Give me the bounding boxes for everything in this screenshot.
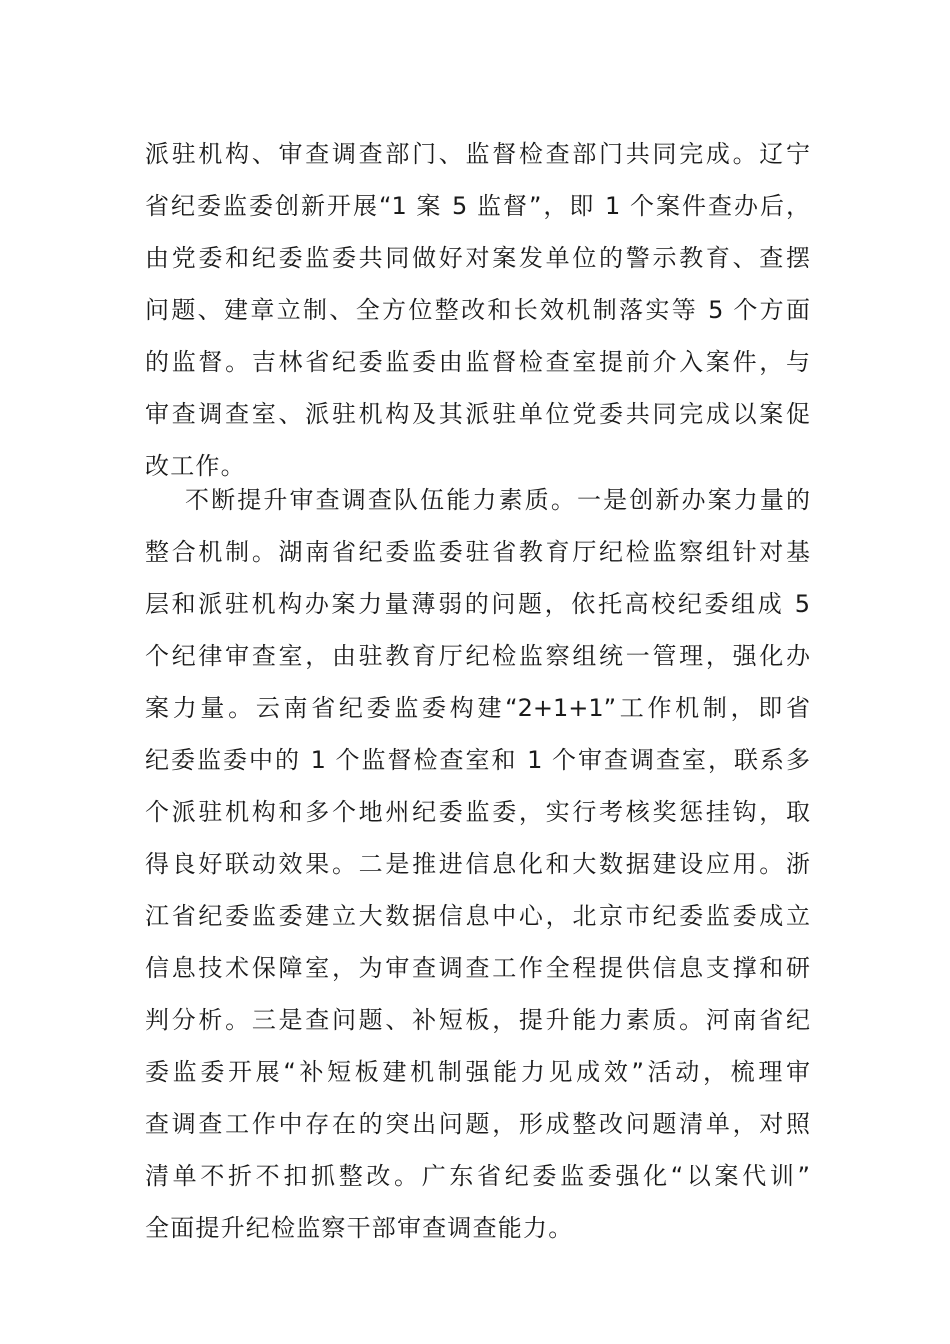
paragraph-line: 个派驻机构和多个地州纪委监委，实行考核奖惩挂钩，取 [145,798,810,826]
paragraph-line: 问题、建章立制、全方位整改和长效机制落实等 5 个方面 [145,296,810,324]
paragraph-1 [145,128,810,492]
paragraph-line: 由党委和纪委监委共同做好对案发单位的警示教育、查摆 [145,244,810,272]
paragraph-line: 查调查工作中存在的突出问题，形成整改问题清单，对照 [145,1110,810,1138]
paragraph-line: 个纪律审查室，由驻教育厅纪检监察组统一管理，强化办 [145,642,810,670]
paragraph-line: 省纪委监委创新开展“1 案 5 监督”，即 1 个案件查办后， [145,192,810,220]
paragraph-line: 委监委开展“补短板建机制强能力见成效”活动，梳理审 [145,1058,810,1086]
paragraph-line: 江省纪委监委建立大数据信息中心，北京市纪委监委成立 [145,902,810,930]
paragraph-line: 判分析。三是查问题、补短板，提升能力素质。河南省纪 [145,1006,810,1034]
paragraph-line: 清单不折不扣抓整改。广东省纪委监委强化“以案代训” [145,1162,810,1190]
paragraph-line: 层和派驻机构办案力量薄弱的问题，依托高校纪委组成 5 [145,590,810,618]
paragraph-line: 不断提升审查调查队伍能力素质。一是创新办案力量的 [185,486,810,514]
paragraph-line: 整合机制。湖南省纪委监委驻省教育厅纪检监察组针对基 [145,538,810,566]
paragraph-2 [145,474,810,1254]
paragraph-line: 纪委监委中的 1 个监督检查室和 1 个审查调查室，联系多 [145,746,810,774]
paragraph-line: 的监督。吉林省纪委监委由监督检查室提前介入案件，与 [145,348,810,376]
paragraph-line: 得良好联动效果。二是推进信息化和大数据建设应用。浙 [145,850,810,878]
paragraph-line: 审查调查室、派驻机构及其派驻单位党委共同完成以案促 [145,400,810,428]
paragraph-line: 全面提升纪检监察干部审查调查能力。 [145,1214,574,1242]
paragraph-line: 派驻机构、审查调查部门、监督检查部门共同完成。辽宁 [145,140,810,168]
paragraph-line: 案力量。云南省纪委监委构建“2+1+1”工作机制，即省 [145,694,810,722]
paragraph-line: 改工作。 [145,452,246,480]
paragraph-line: 信息技术保障室，为审查调查工作全程提供信息支撑和研 [145,954,810,982]
